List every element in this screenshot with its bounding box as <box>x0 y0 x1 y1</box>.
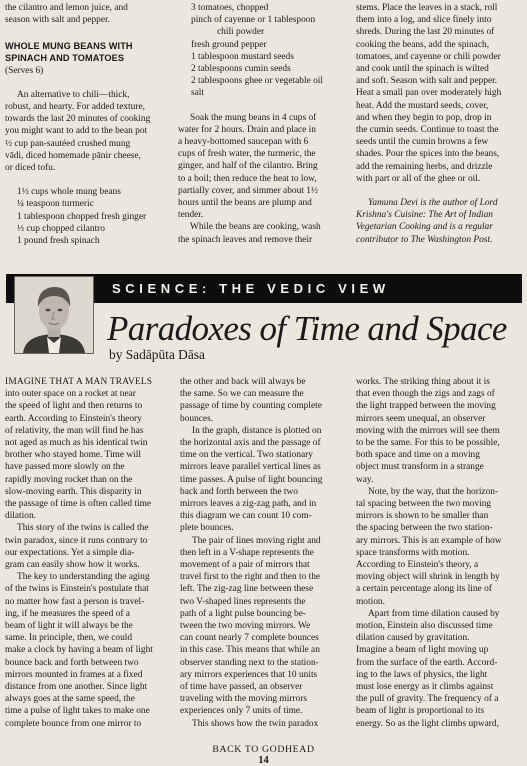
recipe-description <box>5 89 168 174</box>
text-line: and soft. Season with salt and pepper. <box>356 76 498 87</box>
text-line: our expectations. Yet a simple dia- <box>5 547 135 558</box>
text-line: mirrors leaves a zig-zag path, and in <box>180 499 317 510</box>
text-line: the pull of gravity. The frequency of a <box>356 694 499 705</box>
publication-name: BACK TO GODHEAD <box>212 744 315 755</box>
text-line: left. The zig-zag line between these <box>180 584 314 595</box>
text-line: ary mirrors experiences that 10 units <box>180 669 318 680</box>
text-line: the spacing between the two station- <box>356 523 493 534</box>
text-line: the passage of time is often called time <box>5 499 152 510</box>
text-line: mirrors leave parallel vertical lines as <box>180 462 321 473</box>
article-byline: by Sadāpūta Dāsa <box>109 347 205 362</box>
text-line: water for 2 hours. Drain and place in <box>178 124 316 135</box>
text-line: slow-moving earth. This disparity in <box>5 486 142 497</box>
text-line: The key to understanding the aging <box>17 572 150 583</box>
text-line: IMAGINE THAT A MAN TRAVELS <box>5 377 153 387</box>
section-title: SCIENCE: THE VEDIC VIEW <box>112 281 390 296</box>
text-line: tween the two moving mirrors. We <box>180 621 311 632</box>
text-line: dilation. <box>5 511 36 522</box>
text-line: space transforms with motion. <box>356 547 470 558</box>
ingredient-item: 2 tablespoons ghee or vegetable oil <box>191 76 323 87</box>
text-line: and cook until the spinach is wilted <box>356 64 489 75</box>
text-line: passage of time by counting complete <box>180 401 322 412</box>
text-line: must lose energy as it climbs against <box>356 682 494 693</box>
article-paragraph <box>5 522 173 571</box>
ingredient-item: ¼ teaspoon turmeric <box>17 199 94 210</box>
text-line: An alternative to chili—thick, <box>17 89 130 100</box>
text-line: beam of light is proportional to its <box>356 706 485 717</box>
text-line: experiences only 7 units of time. <box>180 706 303 717</box>
text-line: rapidly moving rocket than on the <box>5 474 133 485</box>
text-line: not aged as much as his identical twin <box>5 438 148 449</box>
article-paragraph <box>180 425 348 535</box>
ingredient-list <box>5 186 168 247</box>
text-line: works. The striking thing about it is <box>356 377 490 387</box>
article-column-3 <box>356 376 524 730</box>
text-line: bounces. <box>180 413 214 424</box>
text-line: observer standing next to the station- <box>180 657 319 668</box>
text-line: the cilantro and lemon juice, and <box>5 3 128 13</box>
text-line: Soak the mung beans in 4 cups of <box>190 112 317 123</box>
text-line: the spinach leaves and remove their <box>178 234 313 245</box>
article-paragraph <box>356 608 524 730</box>
text-line: towards the last 20 minutes of cooking <box>5 114 151 125</box>
ingredient-item: fresh ground pepper <box>191 39 267 50</box>
text-line: ing to the laws of physics, the light <box>356 669 488 680</box>
text-line: shreds. During the last 20 minutes of <box>356 27 495 38</box>
text-line: of time have passed, an observer <box>180 682 303 693</box>
text-line: make a clock by having a beam of light <box>5 645 153 656</box>
text-line: of the twins is Einstein's postulate that <box>5 584 149 595</box>
text-line: shades. Pour the spices into the beans, <box>356 149 500 160</box>
text-line: Yamuna Devi is the author of Lord <box>368 198 498 209</box>
text-line: the same. So we can measure the <box>180 389 304 400</box>
ingredient-item: 3 tomatoes, chopped <box>191 3 269 13</box>
text-line: you might want to add to the bean pot <box>5 126 148 137</box>
text-line: gram can easily show how it works. <box>5 560 140 571</box>
text-line: the cumin seeds. Continue to toast the <box>356 125 499 136</box>
text-line: robust, and hearty. For added texture, <box>5 102 145 112</box>
text-line: time a pulse of light takes to make one <box>5 706 150 717</box>
text-line: them into a log, and slice finely into <box>356 15 492 26</box>
text-line: cooking the beans, add the spinach, <box>356 39 490 50</box>
text-line: in this case. This means that while an <box>180 645 320 656</box>
text-line: vādi, diced homemade pānir cheese, <box>5 150 141 161</box>
article-paragraph <box>356 486 524 608</box>
text-line: plete bounces. <box>180 523 234 534</box>
text-line: mirrors seem unequal, an observer <box>356 413 486 424</box>
text-line: distance from one another. Since light <box>5 682 148 693</box>
text-line: the light trapped between the moving <box>356 401 496 412</box>
text-line: back and forth between the two <box>180 486 298 497</box>
text-line: season with salt and pepper. <box>5 15 110 26</box>
text-line: twin paradox, since it runs contrary to <box>5 535 148 546</box>
text-line: motion. <box>356 596 385 607</box>
text-line: traveling with the moving mirrors <box>180 694 308 705</box>
text-line: complete bounce from one mirror to <box>5 718 142 729</box>
text-line: cups of fresh water, the turmeric, the <box>178 149 316 160</box>
text-line: travel first to the right and then to the <box>180 572 321 583</box>
recipe-column-3 <box>356 2 524 246</box>
ingredient-item: 2 tablespoons cumin seeds <box>191 64 291 75</box>
text-line: moving with the mirrors will see them <box>356 425 500 436</box>
text-line: Vegetarian Cooking and is a regular <box>356 222 493 233</box>
text-line: to be the same. For this to be possible, <box>356 438 500 449</box>
text-line: to a boil; then reduce the heat to low, <box>178 173 317 184</box>
text-line: path of a light pulse bouncing be- <box>180 608 307 619</box>
text-line: Apart from time dilation caused by <box>368 608 500 619</box>
text-line: Imagine a beam of light moving up <box>356 645 489 656</box>
text-line: the other and back will always be <box>180 377 306 387</box>
article-paragraph <box>180 535 348 718</box>
text-line: this diagram we can count 10 com- <box>180 511 312 522</box>
text-line: ary mirrors. This is an example of how <box>356 535 502 546</box>
text-line: both space and time on a moving <box>356 450 480 461</box>
text-line: the horizontal axis and the passage of <box>180 438 321 449</box>
recipe-method-3 <box>356 2 524 185</box>
recipe-serves: (Serves 6) <box>5 65 44 76</box>
ingredient-item: 1 tablespoon chopped fresh ginger <box>17 211 147 222</box>
text-line: heat. Add the mustard seeds, cover, <box>356 100 489 111</box>
recipe-title <box>5 41 168 64</box>
text-line: While the beans are cooking, wash <box>190 222 321 233</box>
page-number: 14 <box>258 755 269 766</box>
text-line: According to Einstein's theory, a <box>356 560 479 571</box>
recipe-title-line: SPINACH AND TOMATOES <box>5 53 125 63</box>
article-paragraph <box>5 571 173 730</box>
text-line: The pair of lines moving right and <box>192 535 321 546</box>
text-line: time on the vertical. Two stationary <box>180 450 313 461</box>
text-line: hours until the beans are plump and <box>178 198 312 209</box>
text-line: Note, by the way, that the horizon- <box>368 486 499 497</box>
article-column-2 <box>180 376 348 730</box>
text-line: This story of the twins is called the <box>17 523 149 534</box>
author-portrait <box>14 276 94 354</box>
article-paragraph <box>5 376 173 522</box>
text-line: ½ cup pan-sautéed crushed mung <box>5 138 131 149</box>
text-line: that even though the zigs and zags of <box>356 389 495 400</box>
article-title: Paradoxes of Time and Space <box>107 309 507 348</box>
text-line: and when they begin to pop, drop in <box>356 112 492 123</box>
text-line: Heat a small pan over moderately high <box>356 88 502 99</box>
text-line: mirrors is shown to be smaller than <box>356 511 489 522</box>
article-paragraph <box>180 718 348 730</box>
text-line: moving object will shrink in length by <box>356 572 500 583</box>
article-column-1 <box>5 376 173 730</box>
text-line: partially cover, and simmer about 1½ <box>178 185 318 196</box>
ingredient-item: salt <box>191 88 205 99</box>
text-line: movement of a pair of mirrors that <box>180 560 310 571</box>
text-line: into outer space on a rocket at near <box>5 389 136 400</box>
recipe-title-line: WHOLE MUNG BEANS WITH <box>5 41 133 52</box>
portrait-drawing <box>15 277 93 353</box>
text-line: bounce back and forth between two <box>5 657 139 668</box>
text-line: stems. Place the leaves in a stack, roll <box>356 3 498 13</box>
recipe-method-2 <box>178 221 348 245</box>
text-line: a heavy-bottomed saucepan with 6 <box>178 137 309 148</box>
text-line: no matter how fast a person is travel- <box>5 596 145 607</box>
text-line: brother who stayed home. Time will <box>5 450 141 461</box>
text-line: dilation caused by gravitation. <box>356 633 470 644</box>
recipe-intro <box>5 2 168 26</box>
text-line: then left in a V-shape represents the <box>180 547 314 558</box>
text-line: way. <box>356 474 374 485</box>
text-line: beam of light it will always be the <box>5 621 133 632</box>
recipe-column-2 <box>178 2 348 246</box>
text-line: energy. So as the light climbs upward, <box>356 718 499 729</box>
recipe-column-1 <box>5 2 168 247</box>
article-paragraph <box>356 376 524 486</box>
text-line: This shows how the twin paradox <box>192 718 319 729</box>
ingredient-item: chili powder <box>217 27 265 38</box>
text-line: two V-shaped lines represents the <box>180 596 306 607</box>
ingredient-item: 1½ cups whole mung beans <box>17 187 121 198</box>
text-line: can count nearly 7 complete bounces <box>180 633 319 644</box>
text-line: add the remaining herbs, and drizzle <box>356 161 493 172</box>
text-line: object must transform in a strange <box>356 462 484 473</box>
text-line: tal spacing between the two moving <box>356 499 492 510</box>
ingredient-item: pinch of cayenne or 1 tablespoon <box>191 15 316 26</box>
text-line: seeds until the cumin browns a few <box>356 137 489 148</box>
text-line: motion, Einstein also discussed time <box>356 621 493 632</box>
text-line: ing, if he measures the speed of a <box>5 608 130 619</box>
text-line: ginger, and half of the cilantro. Bring <box>178 161 318 172</box>
recipe-method-1 <box>178 112 348 222</box>
text-line: tomatoes, and cayenne or chili powder <box>356 51 501 62</box>
ingredient-item: 1 tablespoon mustard seeds <box>191 51 294 62</box>
text-line: with part or all of the ghee or oil. <box>356 173 481 184</box>
text-line: time passes. A pulse of light bouncing <box>180 474 323 485</box>
text-line: of relativity, the man will find he has <box>5 425 144 436</box>
text-line: Krishna's Cuisine: The Art of Indian <box>356 210 493 221</box>
text-line: a certain percentage along its line of <box>356 584 492 595</box>
ingredient-item: 1 pound fresh spinach <box>17 236 100 247</box>
ingredient-item: ½ cup chopped cilantro <box>17 223 105 234</box>
ingredient-list-continued <box>178 2 348 100</box>
text-line: the speed of light and then returns to <box>5 401 143 412</box>
text-line: In the graph, distance is plotted on <box>192 425 322 436</box>
text-line: same. In principle, then, we could <box>5 633 133 644</box>
text-line: earth. According to Einstein's theory <box>5 413 142 424</box>
text-line: have passed more slowly on the <box>5 462 125 473</box>
text-line: from the surface of the earth. Accord- <box>356 657 498 668</box>
author-bio <box>356 197 524 246</box>
text-line: or diced tofu. <box>5 163 56 174</box>
text-line: contributor to The Washington Post. <box>356 234 493 245</box>
text-line: mirrors mounted in frames at a fixed <box>5 669 143 680</box>
text-line: tender. <box>178 210 204 221</box>
text-line: always goes at the same speed, the <box>5 694 135 705</box>
article-paragraph <box>180 376 348 425</box>
